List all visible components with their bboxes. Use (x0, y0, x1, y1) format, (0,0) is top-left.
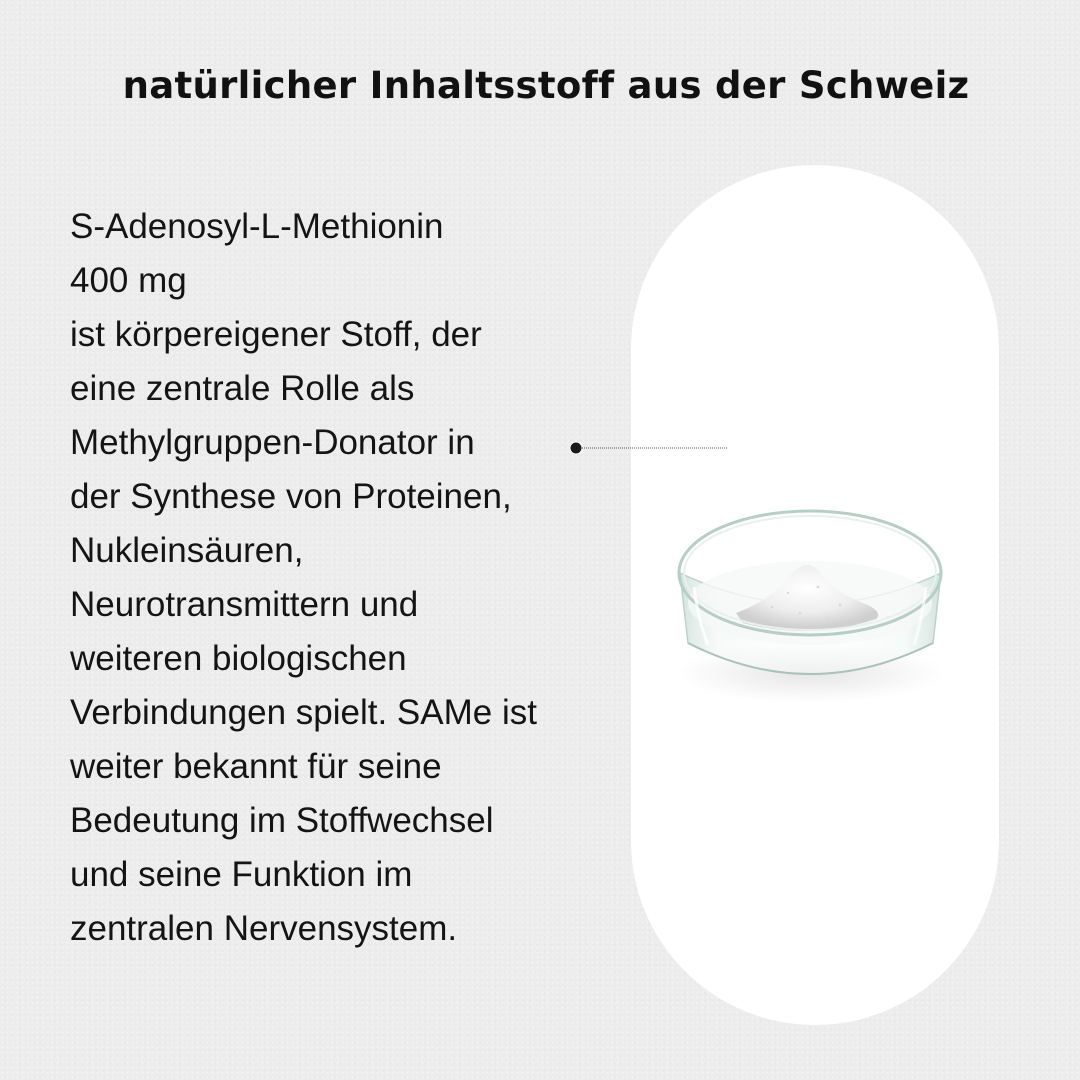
description-line: und seine Funktion im (70, 855, 413, 894)
dot-pointer-line-icon (568, 440, 738, 456)
description-line: Methylgruppen-Donator in (70, 423, 475, 462)
headline: natürlicher Inhaltsstoff aus der Schweiz (122, 64, 970, 107)
petri-dish-powder-image (668, 495, 953, 710)
description-line: zentralen Nervensystem. (70, 909, 458, 948)
description-line: Verbindungen spielt. SAMe ist (70, 693, 537, 732)
description-line: weiteren biologischen (70, 639, 407, 678)
description-line: ist körpereigener Stoff, der (70, 315, 482, 354)
description-line: S-Adenosyl-L-Methionin (70, 207, 444, 246)
description-line: der Synthese von Proteinen, (70, 477, 512, 516)
description-line: Neurotransmittern und (70, 585, 419, 624)
description-line: eine zentrale Rolle als (70, 369, 415, 408)
description-line: Bedeutung im Stoffwechsel (70, 801, 494, 840)
description-line: weiter bekannt für seine (70, 747, 442, 786)
description-text (70, 200, 610, 956)
description-line: Nukleinsäuren, (70, 531, 304, 570)
description-line: 400 mg (70, 261, 187, 300)
